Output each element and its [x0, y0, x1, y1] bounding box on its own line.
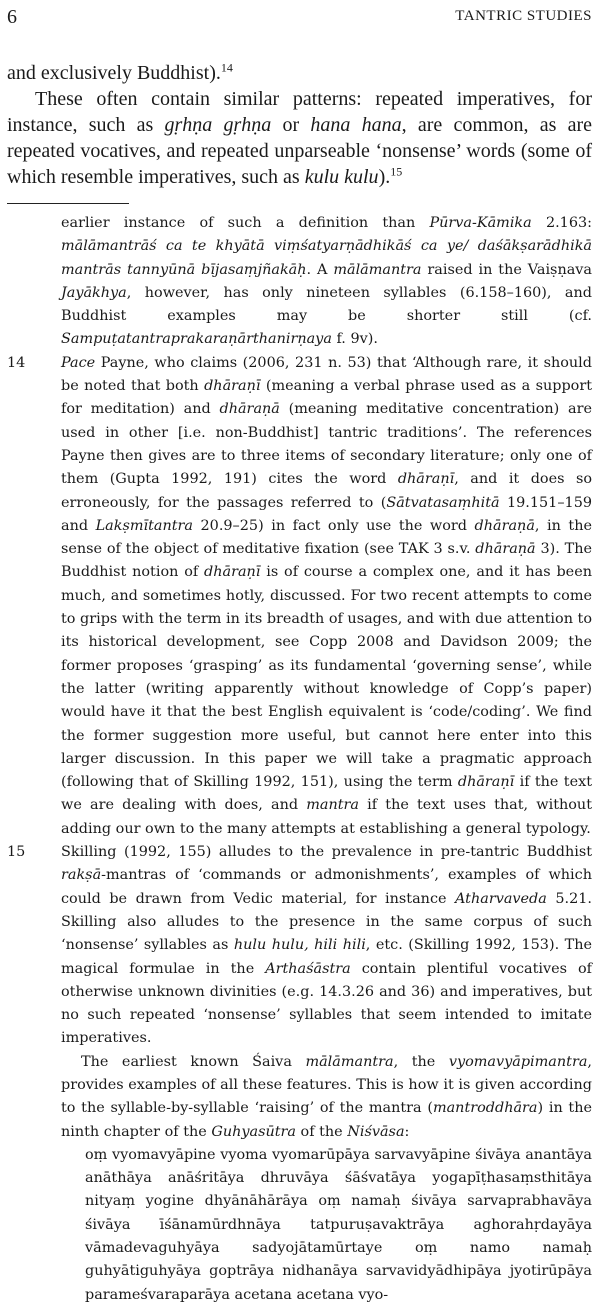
page-number: 6 — [7, 6, 17, 28]
page-header — [7, 6, 592, 30]
footnote-15: 15 Skilling (1992, 155) alludes to the prevalence in pre-tantric Buddhist rakṣā-mantras of ‘commands or admonishments’, examples of which could be drawn from Vedic material, for instance Atharvaveda 5.21. Skilling also alludes to the presence in the same corpus of such ‘nonsense’ syllables as hulu hulu, hili hili, etc. (Skilling 1992, 153). The magical formulae in the Arthaśāstra contain plentiful vocatives of otherwise unknown divinities (e.g. 14.3.26 and 36) and imperatives, but no such repeated ‘nonsense’ syllables that seem intended to imitate imperatives. — [7, 841, 592, 1051]
footnote-paragraph: The earliest known Śaiva mālāmantra, the vyomavyāpimantra, provides examples of all these features. This is how it is given according to the syllable-by-syllable ‘raising’ of the mantra (mantroddhāra) in the ninth chapter of the Guhyasūtra of the Niśvāsa: — [61, 1053, 593, 1140]
footnotes — [7, 212, 592, 1307]
footnote-continuation: earlier instance of such a definition than Pūrva-Kāmika 2.163: mālāmantrāś ca te khyātā viṃśatyarṇādhikāś ca ye/ daśākṣarādhikā mantrās tannyūnā bījasaṃjñakāḥ. A mālāmantra raised in the Vaiṣṇava Jayākhya, however, has only nineteen syllables (6.158–160), and Buddhist examples may be shorter still (cf. Sampuṭatantraprakaraṇārthanirṇaya f. 9v). — [61, 215, 592, 348]
footnote-14: 14 Pace Payne, who claims (2006, 231 n. 53) that ‘Although rare, it should be noted that both dhāraṇī (meaning a verbal phrase used as a support for meditation) and dhāraṇā (meaning meditative concentration) are used in other [i.e. non-Buddhist] tantric traditions’. The references Payne then gives are to three items of secondary literature; only one of them (Gupta 1992, 191) cites the word dhāraṇī, and it does so erroneously, for the passages referred to (Sātvatasaṃhitā 19.151–159 and Lakṣmītantra 20.9–25) in fact only use the word dhāraṇā, in the sense of the object of meditative fixation (see TAK 3 s.v. dhāraṇā 3). The Buddhist notion of dhāraṇī is of course a complex one, and it has been much, and sometimes hotly, discussed. For two recent attempts to come to grips with the term in its breadth of usages, and with due attention to its historical development, see Copp 2008 and Davidson 2009; the former proposes ‘grasping’ as its fundamental ‘governing sense’, while the latter (writing apparently without knowledge of Copp’s paper) would have it that the best English equivalent is ‘code/coding’. We find the former suggestion more useful, but cannot here enter into this larger discussion. In this paper we will take a pragmatic approach (following that of Skilling 1992, 151), using the term dhāraṇī if the text we are dealing with does, and mantra if the text uses that, without adding our own to the many attempts at establishing a general typology. — [7, 352, 592, 841]
footnote-number: 15 — [7, 844, 26, 861]
running-title: TANTRIC STUDIES — [455, 8, 592, 24]
body-paragraph-2: These often contain similar patterns: repeated imperatives, for instance, such as gṛhṇa gṛhṇa or hana hana, are common, as are repeated vocatives, and repeated unparseable ‘nonsense’ words (some of which resemble imperatives, such as kulu kulu).$^{15}$ — [7, 88, 592, 188]
footnote-rule — [7, 203, 129, 204]
mantra-block: oṃ vyomavyāpine vyoma vyomarūpāya sarvavyāpine śivāya anantāya anāthāya anāśritāya dhruvāya śāśvatāya yogapīṭhasaṃsthitāya nityaṃ yogine dhyānāhārāya oṃ namaḥ śivāya sarvaprabhavāya śivāya īśānamūrdhnāya tatpuruṣavaktrāya aghorahṛdayāya vāmadevaguhyāya sadyojātamūrtaye oṃ namo namaḥ guhyātiguhyāya goptrāya nidhanāya sarvavidyādhipāya jyotirūpāya parameśvaraparāya acetana acetana vyo- — [85, 1146, 592, 1303]
footnote-ref-15[interactable]: 15 — [390, 164, 403, 179]
footnote-ref-14[interactable]: 14 — [220, 60, 233, 75]
main-text — [7, 60, 592, 190]
body-line-1: and exclusively Buddhist).$^{14}$ — [7, 60, 233, 84]
footnote-number: 14 — [7, 354, 26, 371]
